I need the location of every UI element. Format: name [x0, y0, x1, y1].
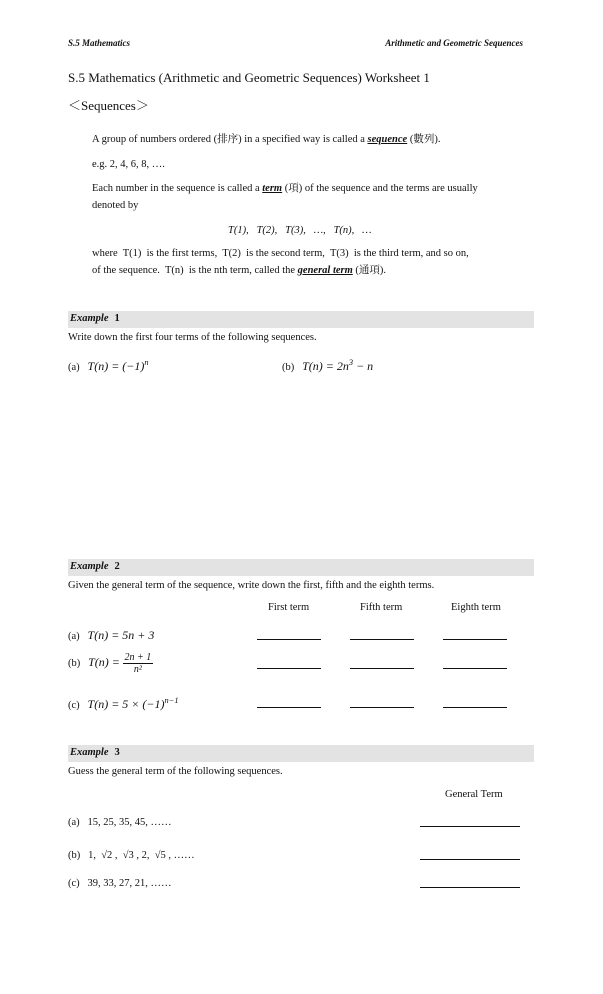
example-1-part-b: (b) $T(n) = 2n^3 - n$	[282, 358, 374, 373]
term-sequence: sequence	[367, 134, 408, 145]
example-2-bar: Example 2	[68, 559, 534, 576]
terms-list: T(1), T(2), T(3), …, T(n), …	[228, 225, 372, 236]
example-3-part-a: (a) 15, 25, 35, 45, ……	[68, 817, 172, 828]
column-general-term: General Term	[445, 789, 503, 800]
answer-blank[interactable]	[420, 887, 520, 888]
term-general-term: general term	[297, 264, 353, 276]
answer-blank[interactable]	[420, 826, 520, 827]
example-3-bar: Example 3	[68, 745, 534, 762]
example-2-part-a: (a) T(n) = 5n + 3	[68, 628, 155, 642]
example-3-part-b: (b) 1, √2 , √3 , 2, √5 , ……	[68, 850, 195, 861]
example-1-instruction: Write down the first four terms of the following sequences.	[68, 332, 317, 343]
example-2-part-b: (b) T(n) = $\frac{2n + 1}{\text{n²}}$	[68, 652, 152, 675]
intro-paragraph-3: where T(1) is the first terms, T(2) is the second term, T(3) is the third term, and so on, of the sequence. T(n) is the nth term, called the general term (通項).	[92, 248, 469, 276]
header-right: Arithmetic and Geometric Sequences	[385, 38, 523, 48]
answer-blank[interactable]	[257, 639, 321, 640]
page-subtitle: ＜Sequences＞	[68, 98, 149, 113]
answer-blank[interactable]	[257, 707, 321, 708]
column-eighth-term: Eighth term	[451, 602, 501, 613]
answer-blank[interactable]	[443, 668, 507, 669]
example-1-bar: Example 1	[68, 311, 534, 328]
example-3-instruction: Guess the general term of the following sequences.	[68, 766, 283, 777]
answer-blank[interactable]	[443, 707, 507, 708]
intro-paragraph-1: A group of numbers ordered (排序) in a specified way is called a sequence (數列).	[92, 134, 441, 145]
term-term: term	[262, 183, 283, 194]
example-1-part-a: (a) $T(n) = (-1)^n$	[68, 358, 149, 373]
answer-blank[interactable]	[350, 707, 414, 708]
intro-example: e.g. 2, 4, 6, 8, ….	[92, 159, 165, 170]
example-3-part-c: (c) 39, 33, 27, 21, ……	[68, 878, 172, 889]
example-2-instruction: Given the general term of the sequence, write down the first, fifth and the eighth terms.	[68, 580, 435, 591]
answer-blank[interactable]	[350, 668, 414, 669]
answer-blank[interactable]	[420, 859, 520, 860]
column-fifth-term: Fifth term	[360, 602, 403, 613]
intro-paragraph-2: Each number in the sequence is called a term (項) of the sequence and the terms are usually denoted by	[92, 183, 478, 211]
header-left: S.5 Mathematics	[68, 38, 131, 48]
page-title: S.5 Mathematics (Arithmetic and Geometric Sequences) Worksheet 1	[68, 70, 430, 85]
example-2-part-c: (c) $T(n) = 5 \times (-1)^{n-1}$	[68, 696, 179, 711]
answer-blank[interactable]	[350, 639, 414, 640]
answer-blank[interactable]	[443, 639, 507, 640]
answer-blank[interactable]	[257, 668, 321, 669]
column-first-term: First term	[268, 602, 310, 613]
